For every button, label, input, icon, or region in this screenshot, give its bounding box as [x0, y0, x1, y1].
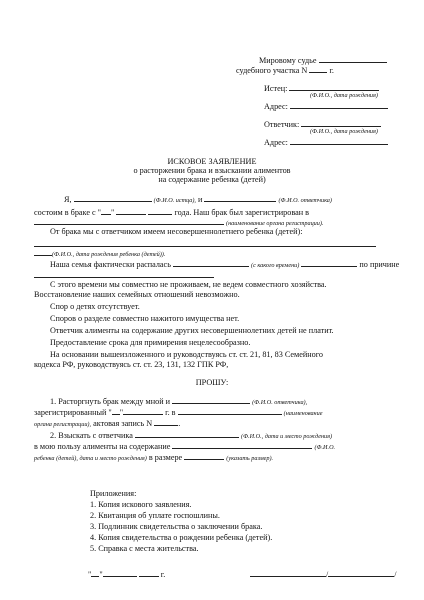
judge-label: Мировому судье	[259, 54, 387, 66]
body-line-2: состоим в браке с " " года. Наш брак был зарегистрирован в	[34, 208, 310, 217]
footer-date: " " г.	[88, 570, 166, 579]
body-line-11: На основании вышеизложенного и руководствуясь ст. ст. 21, 81, 83 Семейного	[50, 350, 323, 359]
children-hint: (Ф.И.О., дата рождения ребенка (детей)).	[34, 247, 165, 260]
plaintiff-line: Истец:	[264, 82, 379, 94]
document-subtitle-2: на содержание ребенка (детей)	[158, 175, 266, 184]
attachment-item: 3. Подлинник свидетельства о заключении брака.	[90, 522, 263, 531]
attachment-item: 2. Квитанция об уплате госпошлины.	[90, 511, 220, 520]
attachment-item: 5. Справка с места жительства.	[90, 544, 199, 553]
district-line: судебного участка N г.	[236, 66, 334, 75]
plaintiff-address: Адрес:	[264, 100, 388, 112]
body-line-5: С этого времени мы совместно не проживаем, не ведем совместного хозяйства.	[50, 280, 327, 289]
request-1-line-1: 1. Расторгнуть брак между мной и (Ф.И.О. ответчика),	[50, 397, 308, 406]
body-line-8: Споров о разделе совместно нажитого имущества нет.	[50, 314, 240, 323]
document-subtitle-1: о расторжении брака и взыскании алиментов	[133, 166, 291, 175]
body-line-12: кодекса РФ, руководствуясь ст. ст. 23, 131, 132 ГПК РФ,	[34, 360, 229, 369]
attachment-item: 4. Копия свидетельства о рождении ребенка (детей).	[90, 533, 273, 542]
body-line-10: Предоставление срока для примирения нецелесообразно.	[50, 338, 251, 347]
request-2-line-1: 2. Взыскать с ответчика (Ф.И.О., дата и место рождения)	[50, 431, 333, 440]
defendant-line: Ответчик:	[264, 118, 381, 130]
body-line-6: Восстановление наших семейных отношений невозможно.	[34, 290, 240, 299]
attachment-item: 1. Копия искового заявления.	[90, 500, 192, 509]
body-line-4: Наша семья фактически распалась (с какого времени) по причине	[50, 260, 400, 269]
prosu-heading: ПРОШУ:	[195, 378, 229, 387]
document-title: ИСКОВОЕ ЗАЯВЛЕНИЕ	[167, 157, 257, 166]
body-line-2b: (наименование органа регистрации).	[34, 216, 323, 229]
body-line-3: От брака мы с ответчиком имеем несовершеннолетнего ребенка (детей):	[50, 227, 303, 236]
request-2-line-3: ребенка (детей), дата и место рождения) в размере (указать размер).	[34, 453, 274, 462]
footer-signature: / /	[250, 568, 397, 580]
plaintiff-hint: (Ф.И.О., дата рождения)	[310, 92, 378, 99]
request-1-line-2: зарегистрированный " " г. в (наименование	[34, 408, 323, 417]
attachments-title: Приложения:	[90, 489, 137, 498]
body-line-7: Спор о детях отсутствует.	[50, 302, 140, 311]
defendant-address: Адрес:	[264, 136, 388, 148]
body-line-1: Я, (Ф.И.О. истца), и (Ф.И.О. ответчика)	[64, 195, 332, 204]
defendant-hint: (Ф.И.О., дата рождения)	[310, 128, 378, 135]
request-2-line-2: в мою пользу алименты на содержание (Ф.И.О.	[34, 442, 336, 451]
request-1-line-3: органа регистрации), актовая запись N .	[34, 419, 181, 428]
body-line-9: Ответчик алименты на содержание других несовершеннолетних детей не платит.	[50, 326, 334, 335]
